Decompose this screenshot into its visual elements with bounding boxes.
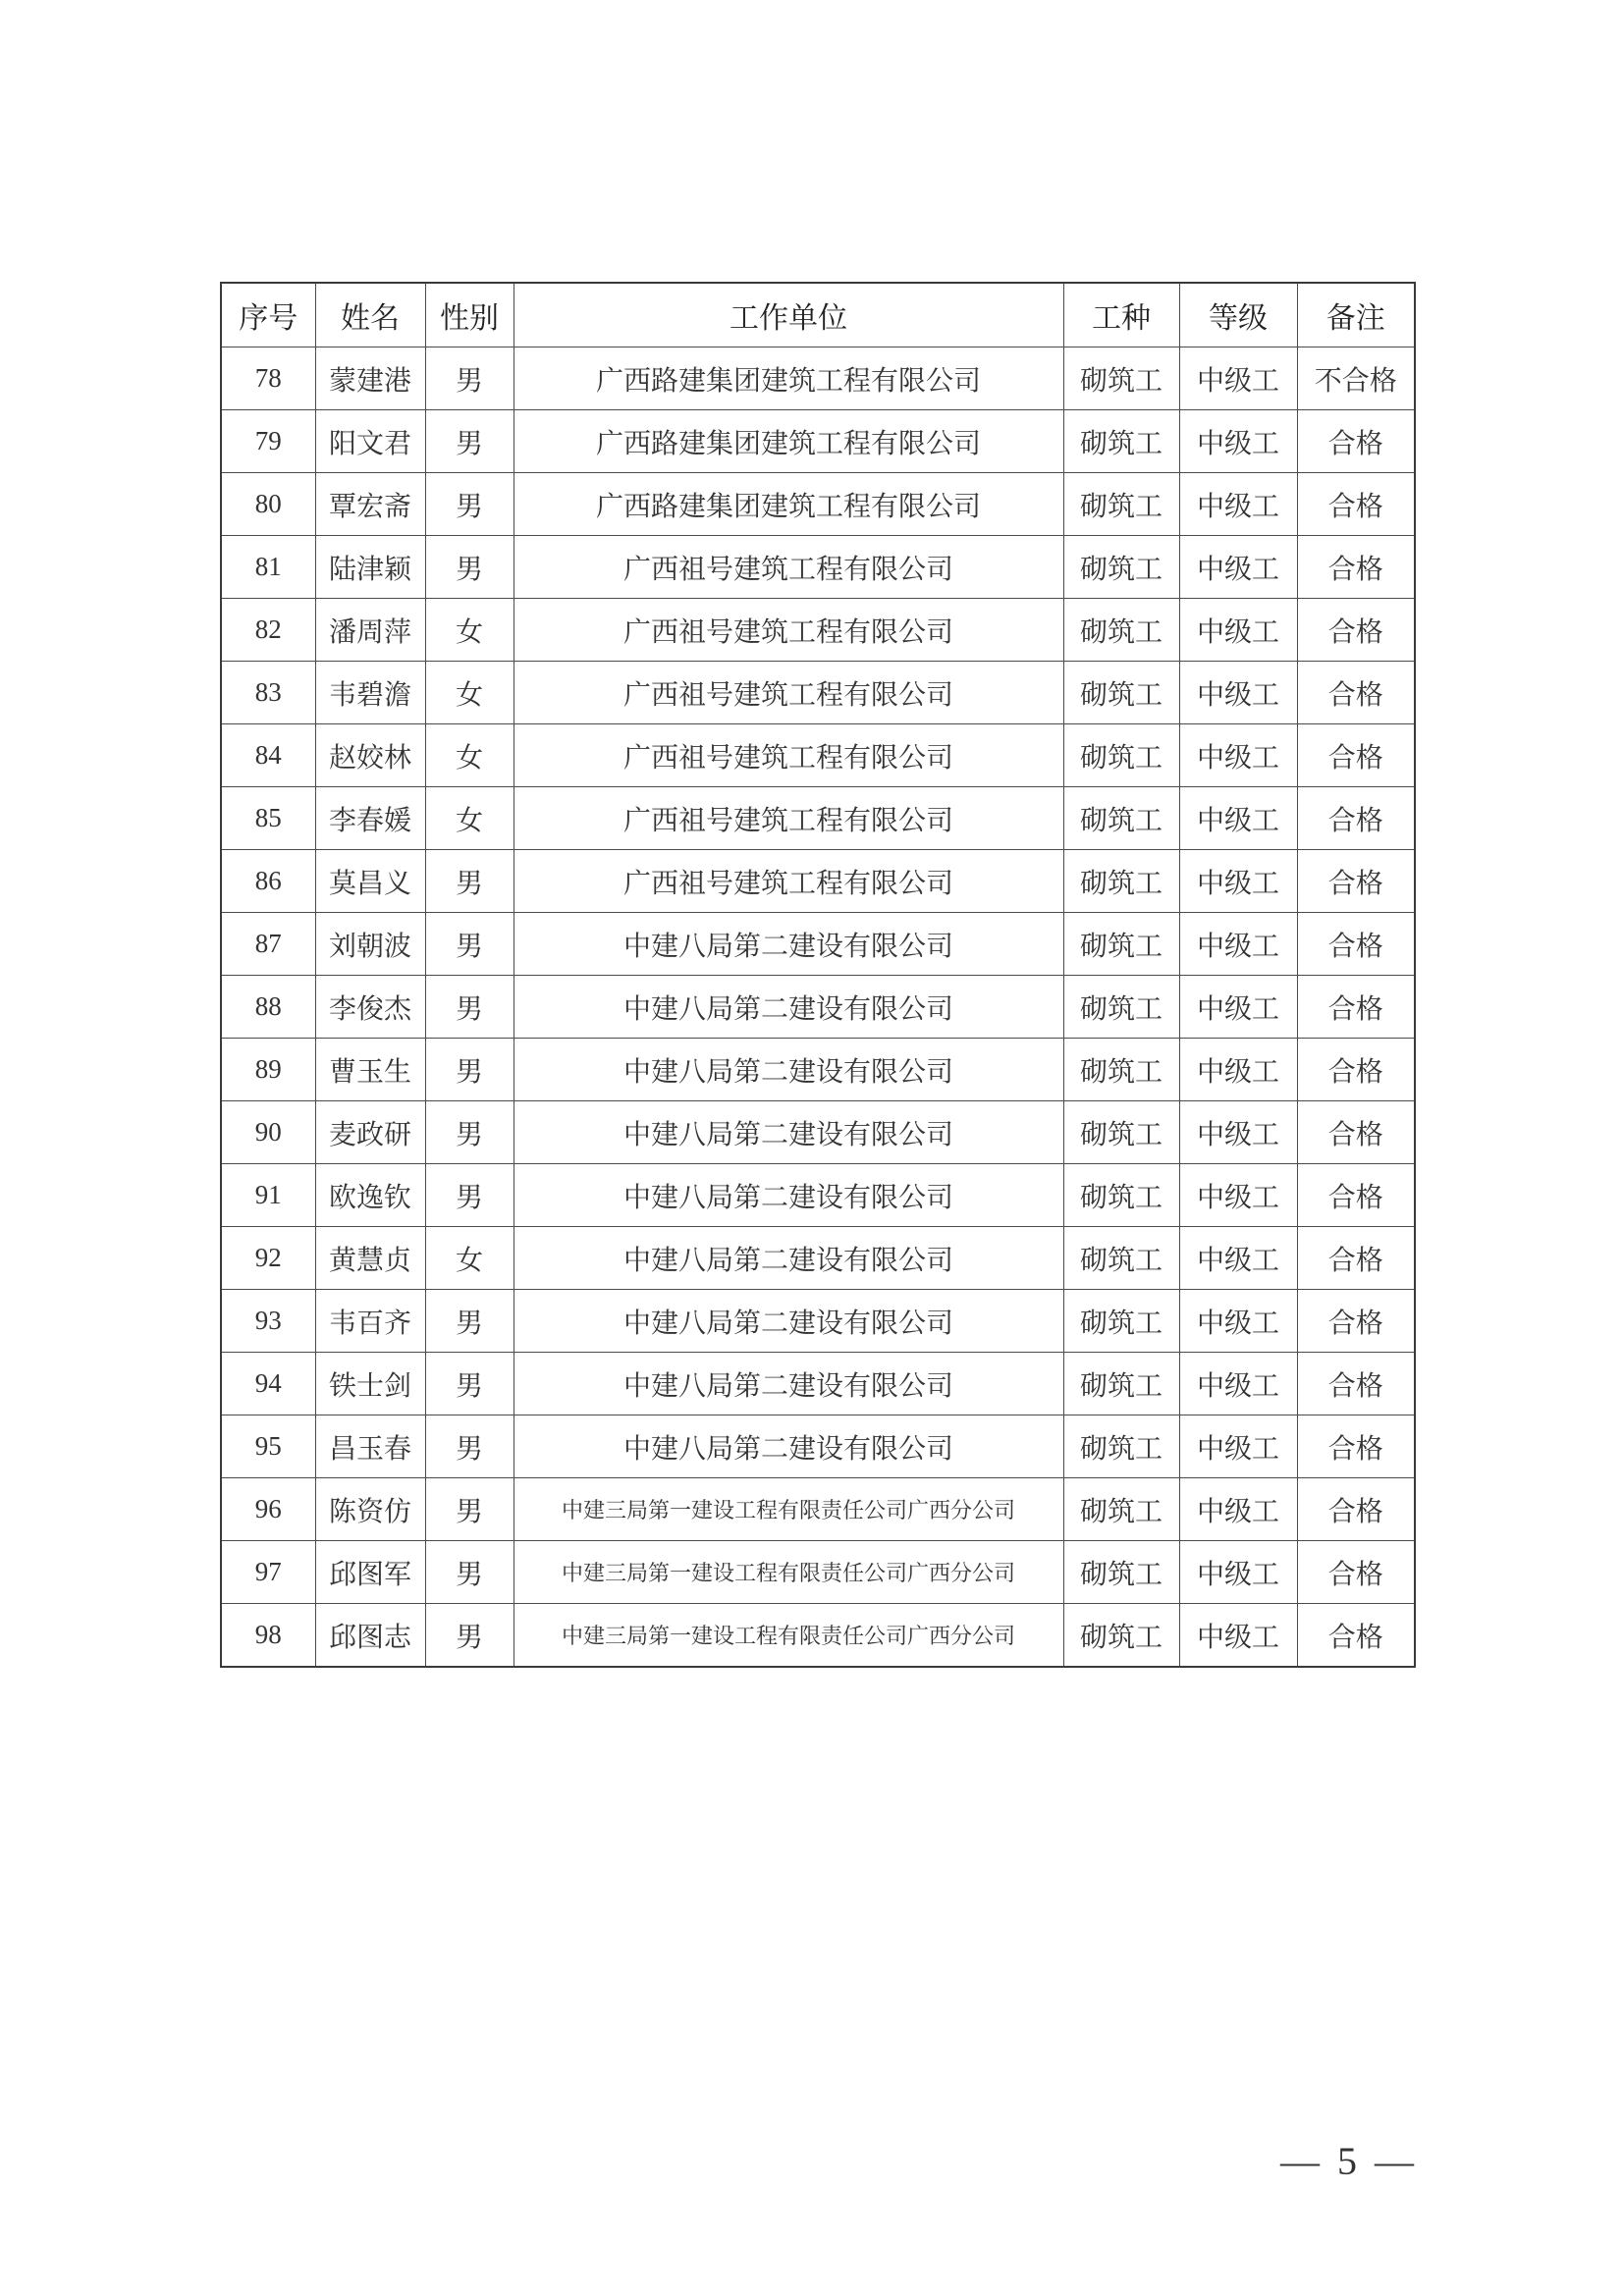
table-row (221, 1604, 1415, 1668)
cell-index: 86 (221, 850, 315, 913)
cell-index: 93 (221, 1290, 315, 1353)
cell-level: 中级工 (1179, 662, 1297, 724)
cell-index: 96 (221, 1478, 315, 1541)
cell-trade: 砌筑工 (1063, 724, 1179, 787)
cell-employer: 中建八局第二建设有限公司 (514, 1415, 1063, 1478)
cell-name: 潘周萍 (315, 599, 425, 662)
cell-remark: 合格 (1297, 724, 1415, 787)
table-row (221, 473, 1415, 536)
cell-level: 中级工 (1179, 913, 1297, 976)
table-row (221, 599, 1415, 662)
cell-name: 莫昌义 (315, 850, 425, 913)
cell-trade: 砌筑工 (1063, 1101, 1179, 1164)
cell-index: 90 (221, 1101, 315, 1164)
cell-remark: 合格 (1297, 1227, 1415, 1290)
cell-gender: 男 (425, 1353, 514, 1415)
cell-trade: 砌筑工 (1063, 347, 1179, 410)
cell-level: 中级工 (1179, 1604, 1297, 1668)
cell-index: 84 (221, 724, 315, 787)
cell-employer: 广西祖号建筑工程有限公司 (514, 536, 1063, 599)
col-header-name: 姓名 (315, 283, 425, 347)
cell-index: 78 (221, 347, 315, 410)
header-row (221, 283, 1415, 347)
cell-employer: 广西路建集团建筑工程有限公司 (514, 473, 1063, 536)
col-header-trade: 工种 (1063, 283, 1179, 347)
cell-remark: 不合格 (1297, 347, 1415, 410)
table-row (221, 1101, 1415, 1164)
table-row (221, 1353, 1415, 1415)
cell-index: 98 (221, 1604, 315, 1668)
col-header-level: 等级 (1179, 283, 1297, 347)
cell-gender: 男 (425, 913, 514, 976)
cell-trade: 砌筑工 (1063, 410, 1179, 473)
cell-index: 83 (221, 662, 315, 724)
cell-employer: 广西路建集团建筑工程有限公司 (514, 347, 1063, 410)
cell-trade: 砌筑工 (1063, 1353, 1179, 1415)
cell-remark: 合格 (1297, 1353, 1415, 1415)
cell-index: 97 (221, 1541, 315, 1604)
cell-name: 曹玉生 (315, 1039, 425, 1101)
cell-name: 韦百齐 (315, 1290, 425, 1353)
cell-employer: 中建三局第一建设工程有限责任公司广西分公司 (514, 1604, 1063, 1668)
table-row (221, 850, 1415, 913)
table-row (221, 1478, 1415, 1541)
cell-level: 中级工 (1179, 1164, 1297, 1227)
cell-remark: 合格 (1297, 662, 1415, 724)
cell-remark: 合格 (1297, 536, 1415, 599)
cell-name: 欧逸钦 (315, 1164, 425, 1227)
cell-level: 中级工 (1179, 347, 1297, 410)
cell-remark: 合格 (1297, 1478, 1415, 1541)
cell-name: 陆津颖 (315, 536, 425, 599)
cell-gender: 男 (425, 850, 514, 913)
col-header-employer: 工作单位 (514, 283, 1063, 347)
table-row (221, 347, 1415, 410)
cell-remark: 合格 (1297, 1541, 1415, 1604)
table-row (221, 787, 1415, 850)
table-row (221, 1227, 1415, 1290)
table-row (221, 536, 1415, 599)
col-header-index: 序号 (221, 283, 315, 347)
cell-level: 中级工 (1179, 599, 1297, 662)
table-row (221, 1164, 1415, 1227)
cell-gender: 女 (425, 1227, 514, 1290)
cell-index: 89 (221, 1039, 315, 1101)
table-row (221, 662, 1415, 724)
cell-index: 91 (221, 1164, 315, 1227)
cell-remark: 合格 (1297, 1164, 1415, 1227)
cell-gender: 男 (425, 410, 514, 473)
cell-trade: 砌筑工 (1063, 599, 1179, 662)
cell-trade: 砌筑工 (1063, 1604, 1179, 1668)
cell-gender: 男 (425, 1039, 514, 1101)
cell-name: 赵姣林 (315, 724, 425, 787)
table-row (221, 1039, 1415, 1101)
cell-trade: 砌筑工 (1063, 1290, 1179, 1353)
cell-name: 陈资仿 (315, 1478, 425, 1541)
page-number: — 5 — (1280, 2139, 1418, 2183)
cell-name: 铁士剑 (315, 1353, 425, 1415)
cell-gender: 男 (425, 473, 514, 536)
cell-employer: 广西祖号建筑工程有限公司 (514, 724, 1063, 787)
cell-index: 79 (221, 410, 315, 473)
cell-employer: 中建八局第二建设有限公司 (514, 1353, 1063, 1415)
cell-remark: 合格 (1297, 473, 1415, 536)
cell-name: 李春媛 (315, 787, 425, 850)
cell-gender: 男 (425, 1604, 514, 1668)
cell-level: 中级工 (1179, 976, 1297, 1039)
cell-remark: 合格 (1297, 599, 1415, 662)
cell-employer: 中建八局第二建设有限公司 (514, 1227, 1063, 1290)
cell-remark: 合格 (1297, 1101, 1415, 1164)
cell-index: 85 (221, 787, 315, 850)
cell-index: 88 (221, 976, 315, 1039)
cell-name: 邱图军 (315, 1541, 425, 1604)
cell-level: 中级工 (1179, 1478, 1297, 1541)
cell-name: 李俊杰 (315, 976, 425, 1039)
cell-remark: 合格 (1297, 1415, 1415, 1478)
cell-gender: 女 (425, 787, 514, 850)
cell-trade: 砌筑工 (1063, 1227, 1179, 1290)
cell-remark: 合格 (1297, 787, 1415, 850)
cell-remark: 合格 (1297, 1039, 1415, 1101)
cell-index: 92 (221, 1227, 315, 1290)
cell-level: 中级工 (1179, 536, 1297, 599)
cell-name: 昌玉春 (315, 1415, 425, 1478)
cell-trade: 砌筑工 (1063, 1541, 1179, 1604)
table-body (221, 347, 1415, 1668)
cell-gender: 男 (425, 347, 514, 410)
cell-employer: 中建八局第二建设有限公司 (514, 1290, 1063, 1353)
cell-employer: 中建八局第二建设有限公司 (514, 1164, 1063, 1227)
cell-name: 覃宏斋 (315, 473, 425, 536)
table-row (221, 410, 1415, 473)
cell-gender: 男 (425, 1415, 514, 1478)
cell-level: 中级工 (1179, 1541, 1297, 1604)
cell-name: 黄慧贞 (315, 1227, 425, 1290)
table-row (221, 976, 1415, 1039)
cell-index: 80 (221, 473, 315, 536)
cell-employer: 中建八局第二建设有限公司 (514, 976, 1063, 1039)
cell-employer: 中建八局第二建设有限公司 (514, 913, 1063, 976)
cell-remark: 合格 (1297, 850, 1415, 913)
cell-gender: 男 (425, 1478, 514, 1541)
cell-index: 81 (221, 536, 315, 599)
cell-level: 中级工 (1179, 410, 1297, 473)
cell-name: 刘朝波 (315, 913, 425, 976)
table-row (221, 1290, 1415, 1353)
cell-level: 中级工 (1179, 473, 1297, 536)
cell-trade: 砌筑工 (1063, 1415, 1179, 1478)
cell-trade: 砌筑工 (1063, 976, 1179, 1039)
cell-gender: 女 (425, 662, 514, 724)
cell-trade: 砌筑工 (1063, 850, 1179, 913)
cell-gender: 男 (425, 1101, 514, 1164)
cell-level: 中级工 (1179, 1353, 1297, 1415)
cell-trade: 砌筑工 (1063, 1478, 1179, 1541)
col-header-gender: 性别 (425, 283, 514, 347)
cell-level: 中级工 (1179, 1227, 1297, 1290)
table-header (221, 283, 1415, 347)
cell-gender: 男 (425, 1164, 514, 1227)
cell-level: 中级工 (1179, 724, 1297, 787)
cell-name: 蒙建港 (315, 347, 425, 410)
cell-employer: 广西祖号建筑工程有限公司 (514, 850, 1063, 913)
cell-gender: 男 (425, 536, 514, 599)
cell-name: 韦碧澹 (315, 662, 425, 724)
cell-remark: 合格 (1297, 913, 1415, 976)
cell-trade: 砌筑工 (1063, 1164, 1179, 1227)
cell-level: 中级工 (1179, 850, 1297, 913)
cell-remark: 合格 (1297, 976, 1415, 1039)
cell-remark: 合格 (1297, 1290, 1415, 1353)
cell-trade: 砌筑工 (1063, 662, 1179, 724)
cell-level: 中级工 (1179, 1415, 1297, 1478)
cell-employer: 中建三局第一建设工程有限责任公司广西分公司 (514, 1478, 1063, 1541)
cell-level: 中级工 (1179, 1101, 1297, 1164)
cell-level: 中级工 (1179, 787, 1297, 850)
cell-trade: 砌筑工 (1063, 536, 1179, 599)
cell-index: 94 (221, 1353, 315, 1415)
cell-employer: 广西祖号建筑工程有限公司 (514, 787, 1063, 850)
cell-index: 95 (221, 1415, 315, 1478)
cell-employer: 广西祖号建筑工程有限公司 (514, 599, 1063, 662)
cell-gender: 男 (425, 1290, 514, 1353)
personnel-table (220, 282, 1416, 1668)
cell-employer: 中建八局第二建设有限公司 (514, 1101, 1063, 1164)
cell-gender: 男 (425, 976, 514, 1039)
cell-remark: 合格 (1297, 1604, 1415, 1668)
cell-remark: 合格 (1297, 410, 1415, 473)
cell-name: 阳文君 (315, 410, 425, 473)
cell-employer: 广西路建集团建筑工程有限公司 (514, 410, 1063, 473)
cell-employer: 中建八局第二建设有限公司 (514, 1039, 1063, 1101)
table-row (221, 1541, 1415, 1604)
cell-gender: 女 (425, 599, 514, 662)
cell-gender: 女 (425, 724, 514, 787)
cell-index: 87 (221, 913, 315, 976)
cell-name: 麦政研 (315, 1101, 425, 1164)
table-row (221, 724, 1415, 787)
cell-level: 中级工 (1179, 1039, 1297, 1101)
cell-level: 中级工 (1179, 1290, 1297, 1353)
cell-employer: 中建三局第一建设工程有限责任公司广西分公司 (514, 1541, 1063, 1604)
cell-gender: 男 (425, 1541, 514, 1604)
cell-name: 邱图志 (315, 1604, 425, 1668)
cell-trade: 砌筑工 (1063, 913, 1179, 976)
cell-trade: 砌筑工 (1063, 1039, 1179, 1101)
cell-trade: 砌筑工 (1063, 473, 1179, 536)
col-header-remark: 备注 (1297, 283, 1415, 347)
cell-index: 82 (221, 599, 315, 662)
cell-trade: 砌筑工 (1063, 787, 1179, 850)
table-row (221, 913, 1415, 976)
table-row (221, 1415, 1415, 1478)
cell-employer: 广西祖号建筑工程有限公司 (514, 662, 1063, 724)
